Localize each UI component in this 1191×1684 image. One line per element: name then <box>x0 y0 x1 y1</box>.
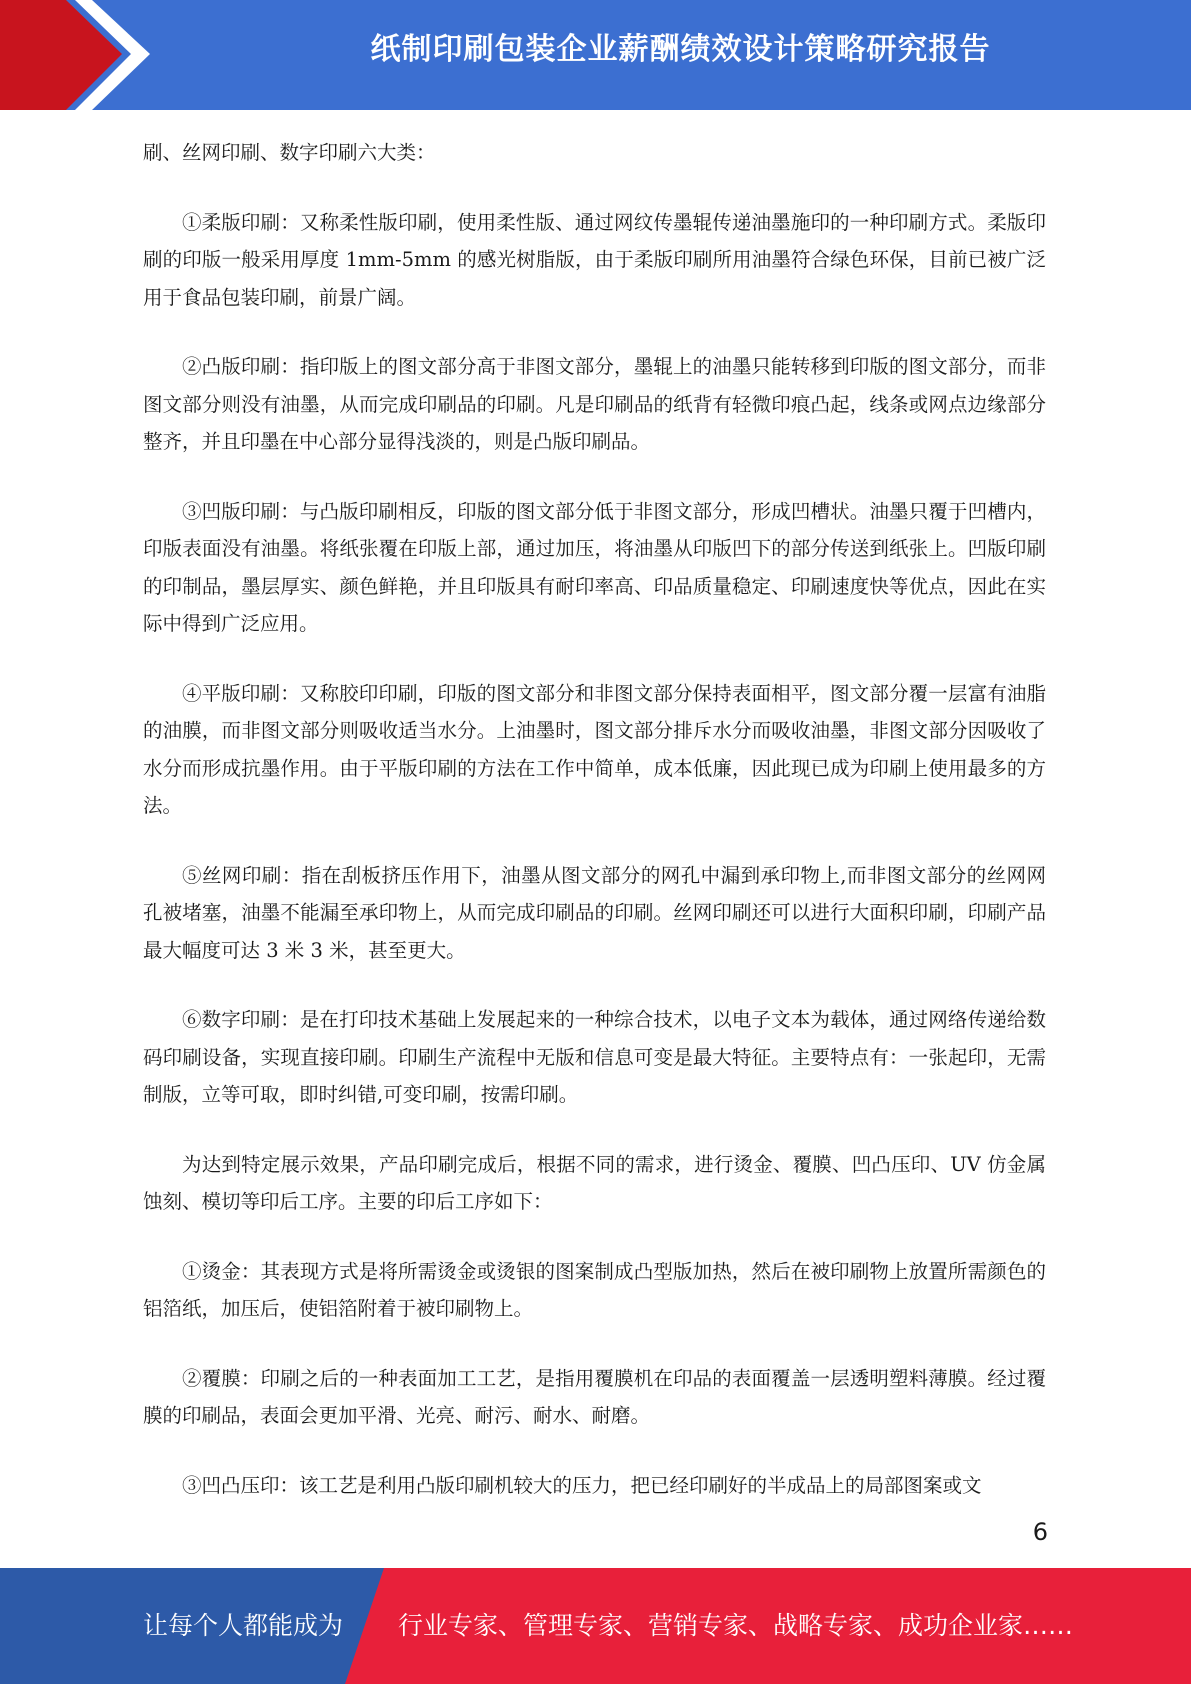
document-body <box>143 134 1046 1536</box>
footer-slogan-right: 行业专家、管理专家、营销专家、战略专家、成功企业家…… <box>398 1611 1074 1640</box>
paragraph: ②覆膜：印刷之后的一种表面加工工艺，是指用覆膜机在印品的表面覆盖一层透明塑料薄膜。经过覆膜的印刷品，表面会更加平滑、光亮、耐污、耐水、耐磨。 <box>143 1366 1046 1427</box>
paragraph: ③凹凸压印：该工艺是利用凸版印刷机较大的压力，把已经印刷好的半成品上的局部图案或文 <box>182 1473 982 1497</box>
report-title: 纸制印刷包装企业薪酬绩效设计策略研究报告 <box>370 32 991 67</box>
page-footer <box>0 1568 1191 1684</box>
header-chevron-decoration <box>0 0 200 110</box>
page-header <box>0 0 1191 110</box>
footer-slogan-left: 让每个人都能成为 <box>143 1611 344 1640</box>
paragraph: ①烫金：其表现方式是将所需烫金或烫银的图案制成凸型版加热，然后在被印刷物上放置所需颜色的铝箔纸，加压后，使铝箔附着于被印刷物上。 <box>143 1259 1046 1320</box>
paragraph: ⑤丝网印刷：指在刮板挤压作用下，油墨从图文部分的网孔中漏到承印物上,而非图文部分的丝网网孔被堵塞，油墨不能漏至承印物上，从而完成印刷品的印刷。丝网印刷还可以进行大面积印刷，印刷产品最大幅度可达 3 米 3 米，甚至更大。 <box>143 863 1046 962</box>
paragraph: ①柔版印刷：又称柔性版印刷，使用柔性版、通过网纹传墨辊传递油墨施印的一种印刷方式。柔版印刷的印版一般采用厚度 1mm-5mm 的感光树脂版，由于柔版印刷所用油墨符合绿色环保，目前已被广泛用于食品包装印刷，前景广阔。 <box>143 210 1046 309</box>
paragraph: 为达到特定展示效果，产品印刷完成后，根据不同的需求，进行烫金、覆膜、凹凸压印、UV 仿金属蚀刻、模切等印后工序。主要的印后工序如下： <box>143 1152 1046 1213</box>
paragraph: 刷、丝网印刷、数字印刷六大类： <box>143 141 436 164</box>
paragraph: ③凹版印刷：与凸版印刷相反，印版的图文部分低于非图文部分，形成凹槽状。油墨只覆于凹槽内，印版表面没有油墨。将纸张覆在印版上部，通过加压，将油墨从印版凹下的部分传送到纸张上。凹版印刷的印制品，墨层厚实、颜色鲜艳，并且印版具有耐印率高、印品质量稳定、印刷速度快等优点，因此在实际中得到广泛应用。 <box>143 499 1046 635</box>
paragraph: ④平版印刷：又称胶印印刷，印版的图文部分和非图文部分保持表面相平，图文部分覆一层富有油脂的油膜，而非图文部分则吸收适当水分。上油墨时，图文部分排斥水分而吸收油墨，非图文部分因吸收了水分而形成抗墨作用。由于平版印刷的方法在工作中简单，成本低廉，因此现已成为印刷上使用最多的方法。 <box>143 681 1046 817</box>
paragraph: ⑥数字印刷：是在打印技术基础上发展起来的一种综合技术，以电子文本为载体，通过网络传递给数码印刷设备，实现直接印刷。印刷生产流程中无版和信息可变是最大特征。主要特点有：一张起印，无需制版，立等可取，即时纠错,可变印刷，按需印刷。 <box>143 1008 1046 1106</box>
page-number: 6 <box>1032 1518 1048 1546</box>
paragraph: ②凸版印刷：指印版上的图文部分高于非图文部分，墨辊上的油墨只能转移到印版的图文部分，而非图文部分则没有油墨，从而完成印刷品的印刷。凡是印刷品的纸背有轻微印痕凸起，线条或网点边缘部分整齐，并且印墨在中心部分显得浅淡的，则是凸版印刷品。 <box>143 355 1046 453</box>
